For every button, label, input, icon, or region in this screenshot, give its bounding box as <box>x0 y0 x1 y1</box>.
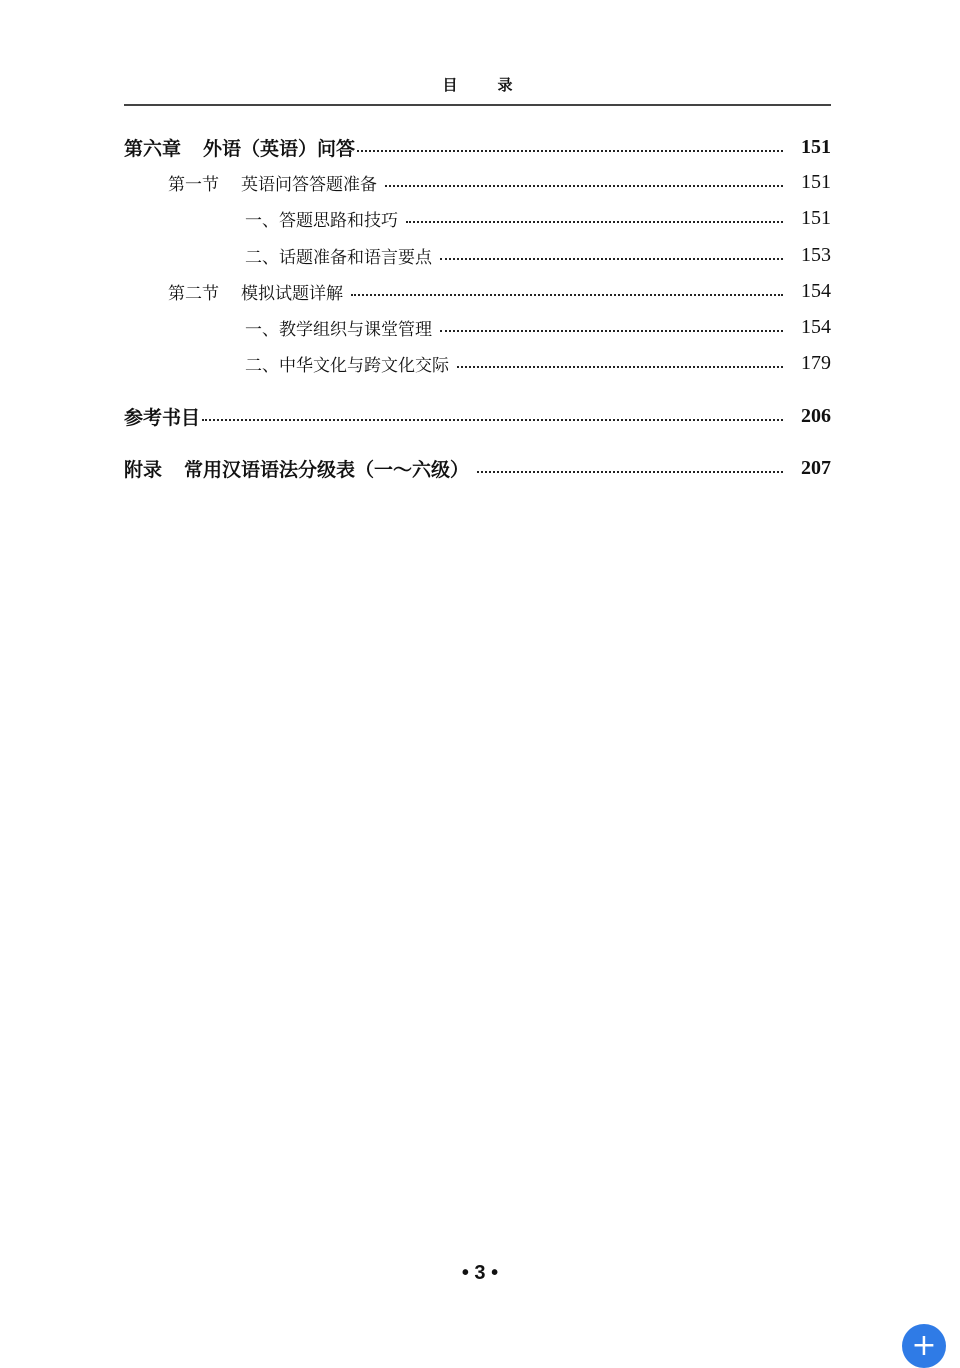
toc-entry-chapter[interactable] <box>124 132 831 162</box>
header-title-2: 录 <box>497 76 513 94</box>
toc-title: 英语问答答题准备 <box>241 174 377 195</box>
dot-leader <box>202 419 783 421</box>
dot-leader <box>351 294 783 296</box>
toc-label: 第一节 <box>168 174 219 195</box>
dot-leader <box>406 221 783 223</box>
toc-page: 151 <box>801 170 831 193</box>
toc-title: 二、中华文化与跨文化交际 <box>245 355 449 376</box>
toc-page: 179 <box>801 351 831 374</box>
toc-title: 二、话题准备和语言要点 <box>245 247 432 268</box>
dot-leader <box>385 185 783 187</box>
toc-label: 第六章 <box>124 137 182 160</box>
header-title-1: 目 <box>442 76 458 94</box>
add-button[interactable] <box>902 1324 946 1368</box>
dot-leader <box>457 366 783 368</box>
dot-leader <box>440 330 783 332</box>
toc-title: 模拟试题详解 <box>241 283 343 304</box>
toc-entry-subsection[interactable] <box>245 203 831 233</box>
plus-icon: + <box>911 1328 937 1363</box>
toc-page: 206 <box>801 404 831 427</box>
dot-leader <box>440 258 783 260</box>
toc-entry-subsection[interactable] <box>245 240 831 270</box>
dot-leader <box>357 150 783 152</box>
toc-label: 附录 <box>124 458 163 481</box>
toc-entry-section[interactable] <box>168 276 831 306</box>
toc-entry-subsection[interactable] <box>245 348 831 378</box>
toc-entry-subsection[interactable] <box>245 312 831 342</box>
toc-page: 207 <box>801 456 831 479</box>
toc-title: 一、答题思路和技巧 <box>245 210 398 231</box>
toc-page: 151 <box>801 206 831 229</box>
toc-title: 常用汉语语法分级表（一～六级） <box>184 458 470 481</box>
toc-entry-bibliography[interactable] <box>124 401 831 431</box>
toc-entry-appendix[interactable] <box>124 453 831 483</box>
toc-entry-section[interactable] <box>168 167 831 197</box>
toc-page: 151 <box>801 135 831 158</box>
toc-label: 第二节 <box>168 283 219 304</box>
toc-page: 154 <box>801 279 831 302</box>
page-header <box>124 74 831 95</box>
toc-title: 外语（英语）问答 <box>203 137 356 160</box>
header-rule <box>124 104 831 106</box>
toc-page: 153 <box>801 243 831 266</box>
toc-title: 一、教学组织与课堂管理 <box>245 319 432 340</box>
page-number: • 3 • <box>461 1262 499 1284</box>
toc-title: 参考书目 <box>124 406 201 429</box>
toc-page: 154 <box>801 315 831 338</box>
dot-leader <box>477 471 783 473</box>
